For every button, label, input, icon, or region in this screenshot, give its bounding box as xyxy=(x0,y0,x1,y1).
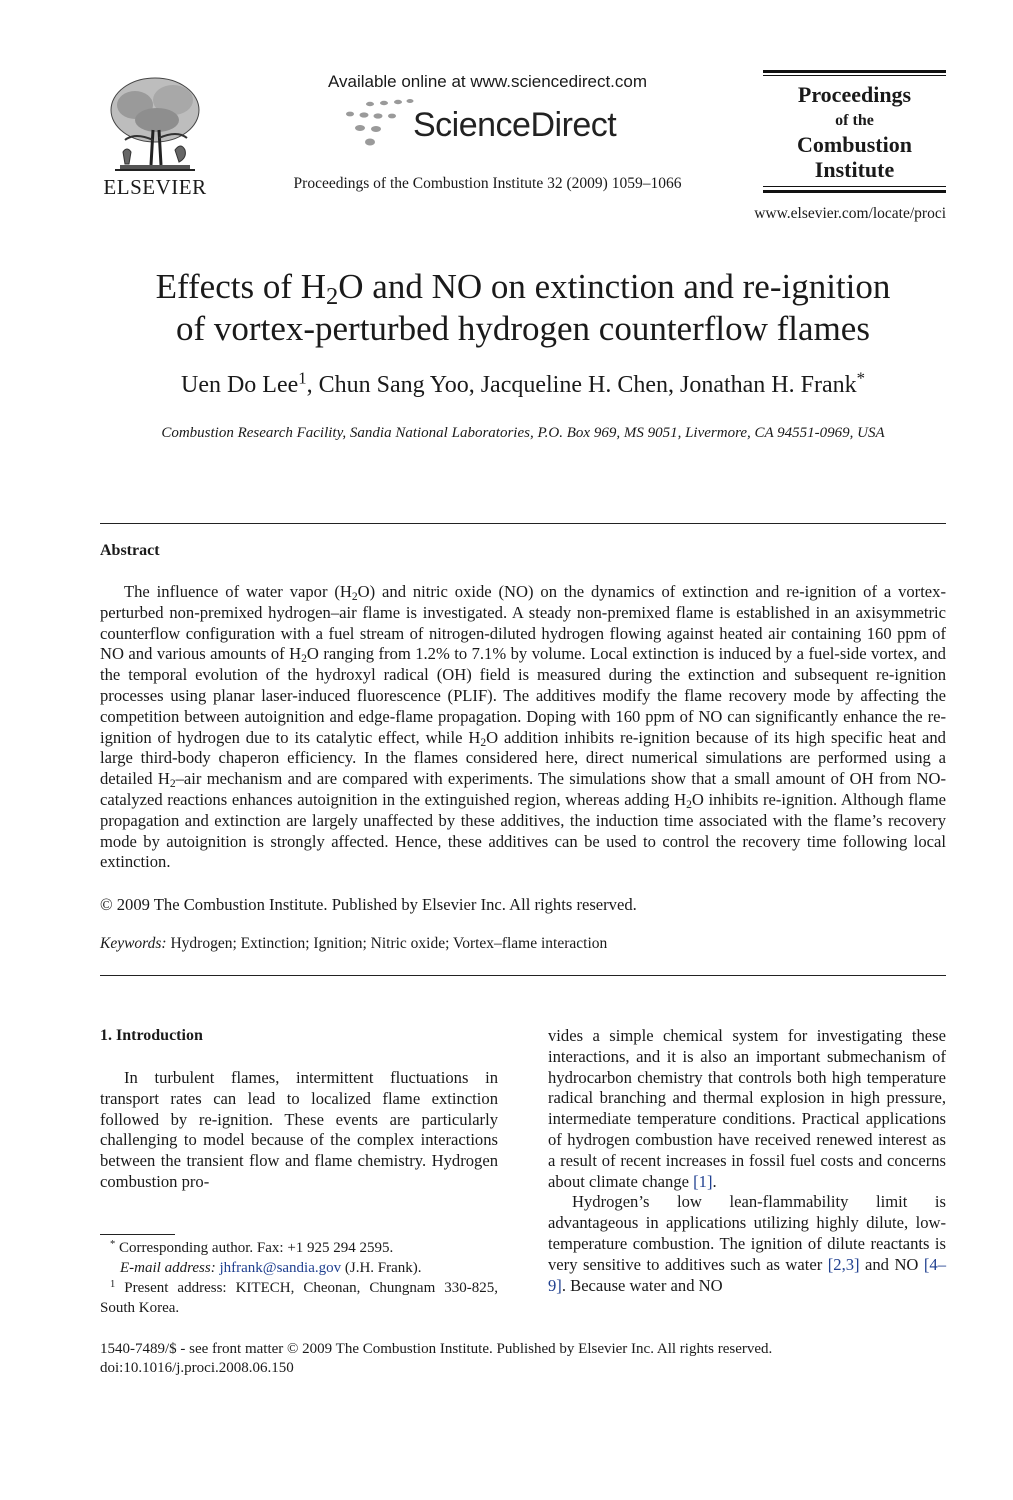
abstract-text-run: The influence of water vapor (H xyxy=(124,582,352,601)
email-label: E-mail address: xyxy=(120,1260,216,1276)
abstract-body xyxy=(100,582,946,873)
abstract-text-run: –air mechanism and are compared with experiments. The simulations show that a small amount of OH from NO-catalyzed reactions enhances autoignition in the extinguished region, whereas adding H xyxy=(100,769,946,809)
article-title xyxy=(90,266,956,350)
keywords-list: Hydrogen; Extinction; Ignition; Nitric oxide; Vortex–flame interaction xyxy=(170,935,608,952)
corresponding-author: Corresponding author. Fax: +1 925 294 2595. xyxy=(119,1240,394,1256)
keywords xyxy=(100,935,946,953)
section-heading: 1. Introduction xyxy=(100,1027,203,1044)
publisher-name: ELSEVIER xyxy=(103,175,207,199)
reference-link[interactable]: [1] xyxy=(693,1171,713,1191)
intro-text-run: vides a simple chemical system for investigating these interactions, and it is also an important submechanism of hydrocarbon chemistry that controls both high temperature radical branching and thermal explosion in high pressure, intermediate temperature conditions. Practical applications of hydrogen combustion have received renewed interest as a result of recent increases in fossil fuel costs and concerns about climate change xyxy=(548,1026,946,1191)
author-name: Jonathan H. Frank xyxy=(679,372,857,398)
abstract-text-run: O addition inhibits re-ignition because of its high specific heat and large third-body chaperon efficiency. In the flames considered here, direct numerical simulations are performed using a detailed H xyxy=(100,727,946,789)
email-suffix: (J.H. Frank). xyxy=(344,1260,422,1276)
title-line-2: of vortex-perturbed hydrogen counterflow flames xyxy=(176,309,870,348)
intro-right-column: vides a simple chemical system for investigating these interactions, and it is also an important submechanism of hydrocarbon chemistry that controls both high temperature radical branching and thermal explosion in high pressure, intermediate temperature conditions. Practical applications of hydrogen combustion have received renewed interest as a result of recent increases in fossil fuel costs and concerns about climate change [1]. Hydrogen’s low lean-flammability limit is advantageous in applications utilizing highly dilute, low-temperature combustion. The ignition of dilute reactants is very sensitive to additives such as water [2,3] and NO [4–9]. Because water and NO xyxy=(548,1026,947,1295)
email-link[interactable]: jhfrank@sandia.gov xyxy=(219,1260,342,1276)
journal-box-line-3: Combustion xyxy=(797,132,912,157)
affiliation: Combustion Research Facility, Sandia National Laboratories, P.O. Box 969, MS 9051, Livermore, CA 94551-0969, USA xyxy=(161,425,885,441)
intro-text-run: Hydrogen’s low lean-flammability limit is advantageous in applications utilizing highly dilute, low-temperature combustion. The ignition of dilute reactants is very sensitive to additives such as water xyxy=(548,1192,946,1274)
page-footer xyxy=(100,1340,946,1378)
abstract-text-run: O ranging from 1.2% to 7.1% by volume. Local extinction is induced by a fuel-side vortex, and the temporal evolution of the hydroxyl radical (OH) field is measured during the extinction and subsequent re-ignition processes using planar laser-induced fluorescence (PLIF). The additives modify the flame recovery mode by affecting the competition between autoignition and edge-flame propagation. Doping with 160 ppm of NO can significantly enhance the re-ignition of hydrogen due to its catalytic effect, while H xyxy=(100,644,946,747)
author-name: Chun Sang Yoo xyxy=(318,372,469,398)
author-name: Uen Do Lee xyxy=(180,372,299,398)
footnote-mark: * xyxy=(110,1238,116,1250)
title-part-2: O and NO on extinction and re-ignition xyxy=(338,267,891,306)
journal-box-line-4: Institute xyxy=(814,157,895,182)
footer-line-1: 1540-7489/$ - see front matter © 2009 The Combustion Institute. Published by Elsevier Inc. All rights reserved. xyxy=(100,1341,773,1357)
reference-link[interactable]: [2,3] xyxy=(827,1254,860,1274)
abstract-text-run: O) and nitric oxide (NO) on the dynamics of extinction and re-ignition of a vortex-perturbed non-premixed hydrogen–air flame is investigated. A steady non-premixed flame is established in an axisymmetric counterflow configuration with a fuel stream of nitrogen-diluted hydrogen flowing against heated air containing 160 ppm of NO and various amounts of H xyxy=(100,582,946,664)
divider xyxy=(100,523,946,524)
sciencedirect-dots-logo xyxy=(340,98,415,148)
sciencedirect-wordmark: ScienceDirect xyxy=(413,106,617,144)
journal-citation: Proceedings of the Combustion Institute 32 (2009) 1059–1066 xyxy=(293,175,682,192)
abstract-copyright: © 2009 The Combustion Institute. Published by Elsevier Inc. All rights reserved. xyxy=(100,895,637,914)
available-online-text: Available online at www.sciencedirect.com xyxy=(327,72,648,91)
keywords-label: Keywords: xyxy=(100,935,167,952)
author-mark: * xyxy=(856,368,866,388)
footnote-mark: 1 xyxy=(110,1278,116,1290)
author-name: Jacqueline H. Chen xyxy=(480,372,668,398)
subscript: 2 xyxy=(480,735,487,749)
footnote-divider xyxy=(100,1234,175,1235)
divider xyxy=(100,975,946,976)
journal-title-box xyxy=(763,70,946,194)
title-subscript: 2 xyxy=(326,283,339,311)
author-mark: 1 xyxy=(298,368,307,388)
subscript: 2 xyxy=(351,589,358,603)
journal-box-line-1: Proceedings xyxy=(797,82,912,107)
subscript: 2 xyxy=(686,797,692,811)
abstract-heading: Abstract xyxy=(100,542,160,559)
journal-url: www.elsevier.com/locate/proci xyxy=(754,205,946,222)
author-list: Uen Do Lee$^1$, Chun Sang Yoo, Jacqueline H. Chen, Jonathan H. Frank* xyxy=(180,368,866,398)
abstract-text-run: O inhibits re-ignition. Although flame propagation and extinction are largely unaffected by these additives, the induction time associated with the flame’s recovery mode by autoignition is strongly affected. Hence, these additives can be used to control the recovery time following local extinction. xyxy=(100,789,946,872)
footnotes xyxy=(100,1238,498,1318)
reference-link[interactable]: [4–9] xyxy=(548,1254,947,1295)
footer-doi: doi:10.1016/j.proci.2008.06.150 xyxy=(100,1360,294,1376)
subscript: 2 xyxy=(169,777,176,791)
intro-left-column: In turbulent flames, intermittent fluctuations in transport rates can lead to localized flame extinction followed by re-ignition. These events are particularly challenging to model because of the complex interactions between the transient flow and flame chemistry. Hydrogen combustion pro- xyxy=(100,1068,498,1191)
intro-text-run: and NO xyxy=(859,1254,924,1274)
present-address: Present address: KITECH, Cheonan, Chungnam 330-825, South Korea. xyxy=(100,1280,499,1316)
title-part-1: Effects of H xyxy=(155,267,327,306)
intro-text-run: . Because water and NO xyxy=(561,1275,723,1295)
journal-box-line-2: of the xyxy=(835,112,874,129)
subscript: 2 xyxy=(301,652,307,666)
